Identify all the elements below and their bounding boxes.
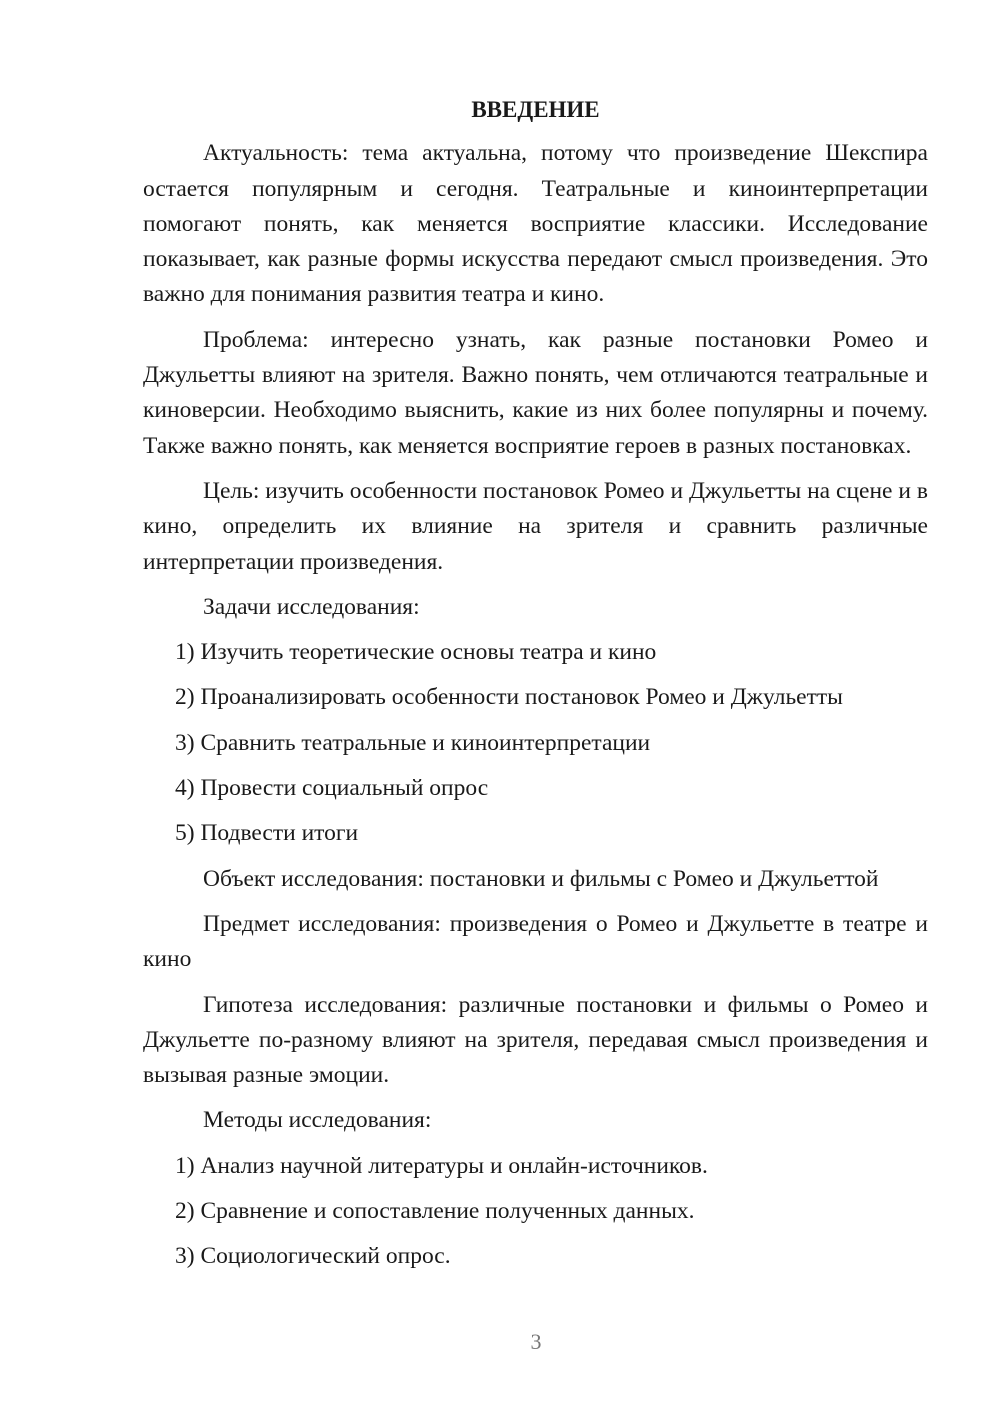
methods-label: Методы исследования:	[203, 1107, 432, 1134]
page-content	[143, 92, 928, 1285]
problem-paragraph: Проблема: интересно узнать, как разные постановки Ромео и Джульетты влияют на зрителя. Важно понять, чем отличаются театральные и киноверсии. Необходимо выяснить, какие из них более популярны и почему. Также важно понять, как меняется восприятие героев в разных постановках.	[143, 326, 928, 459]
list-item: 3) Социологический опрос.	[175, 1243, 451, 1270]
list-item: 5) Подвести итоги	[175, 820, 359, 847]
relevance-paragraph: Актуальность: тема актуальна, потому что произведение Шекспира остается популярным и сегодня. Театральные и киноинтерпретации помогают понять, как меняется восприятие классики. Исследование показывает, как разные формы искусства передают смысл произведения. Это важно для понимания развития театра и кино.	[143, 140, 928, 308]
subject-paragraph: Предмет исследования: произведения о Ромео и Джульетте в театре и кино	[143, 910, 928, 973]
page-number: 3	[530, 1329, 542, 1354]
object-paragraph: Объект исследования: постановки и фильмы с Ромео и Джульеттой	[203, 865, 879, 892]
list-item: 2) Сравнение и сопоставление полученных данных.	[175, 1198, 695, 1225]
list-item: 4) Провести социальный опрос	[175, 775, 489, 802]
section-heading: ВВЕДЕНИЕ	[471, 97, 600, 122]
list-item: 1) Анализ научной литературы и онлайн-источников.	[175, 1152, 708, 1179]
goal-paragraph: Цель: изучить особенности постановок Ромео и Джульетты на сцене и в кино, определить их влияние на зрителя и сравнить различные интерпретации произведения.	[143, 477, 928, 575]
list-item: 1) Изучить теоретические основы театра и кино	[175, 639, 657, 666]
hypothesis-paragraph: Гипотеза исследования: различные постановки и фильмы о Ромео и Джульетте по-разному влияют на зрителя, передавая смысл произведения и вызывая разные эмоции.	[143, 991, 928, 1089]
tasks-label: Задачи исследования:	[203, 593, 420, 620]
list-item: 3) Сравнить театральные и киноинтерпретации	[175, 729, 651, 756]
list-item: 2) Проанализировать особенности постановок Ромео и Джульетты	[175, 684, 843, 711]
